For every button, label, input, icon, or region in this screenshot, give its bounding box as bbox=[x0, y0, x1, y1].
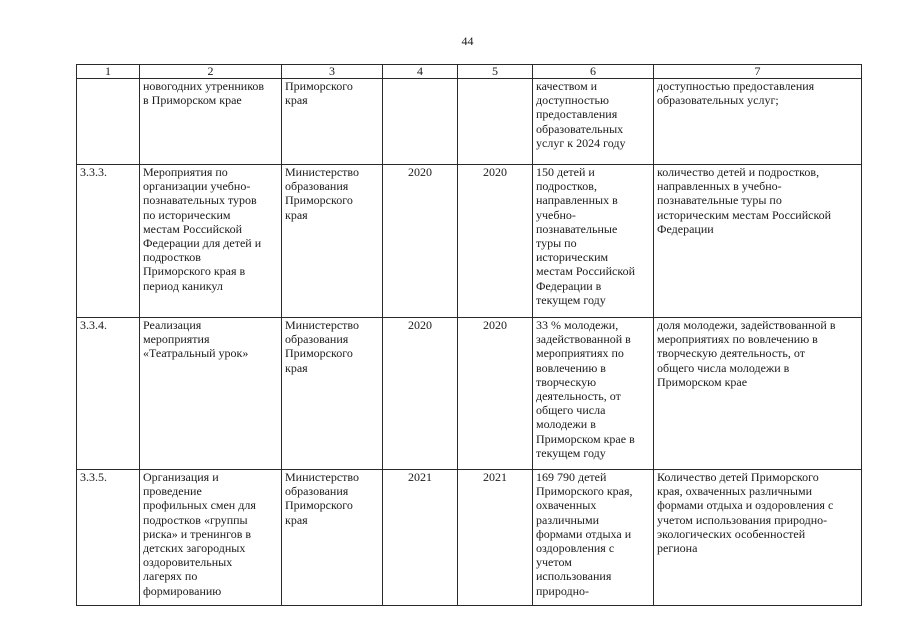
indicator: 150 детей и подростков, направленных в учебно- познавательные туры по историческим местам Российской Федерации в текущем году bbox=[533, 165, 654, 318]
event-name: Мероприятия по организации учебно- познавательных туров по историческим местам Российской Федерации для детей и подростков Приморского края в период каникул bbox=[140, 165, 282, 318]
start-year bbox=[383, 79, 458, 165]
header-col-7: 7 bbox=[654, 65, 862, 79]
header-row bbox=[77, 65, 862, 79]
event-name: Организация и проведение профильных смен для подростков «группы риска» и тренингов в детских загородных оздоровительных лагерях по формированию bbox=[140, 470, 282, 606]
executor: Министерство образования Приморского края bbox=[282, 165, 383, 318]
event-name: Реализация мероприятия «Театральный урок» bbox=[140, 318, 282, 470]
header-col-1: 1 bbox=[77, 65, 140, 79]
row-number: 3.3.5. bbox=[77, 470, 140, 606]
page-number: 44 bbox=[461, 34, 474, 48]
executor: Министерство образования Приморского края bbox=[282, 470, 383, 606]
start-year: 2020 bbox=[383, 165, 458, 318]
end-year: 2020 bbox=[458, 318, 533, 470]
table-row bbox=[77, 318, 862, 470]
table-row bbox=[77, 470, 862, 606]
result: доля молодежи, задействованной в мероприятиях по вовлечению в творческую деятельность, от общего числа молодежи в Приморском крае bbox=[654, 318, 862, 470]
header-col-6: 6 bbox=[533, 65, 654, 79]
row-number: 3.3.4. bbox=[77, 318, 140, 470]
row-number: 3.3.3. bbox=[77, 165, 140, 318]
row-number bbox=[77, 79, 140, 165]
result: количество детей и подростков, направленных в учебно- познавательные туры по историческим местам Российской Федерации bbox=[654, 165, 862, 318]
header-col-4: 4 bbox=[383, 65, 458, 79]
table-row bbox=[77, 165, 862, 318]
executor: Приморского края bbox=[282, 79, 383, 165]
header-col-5: 5 bbox=[458, 65, 533, 79]
indicator: 33 % молодежи, задействованной в мероприятиях по вовлечению в творческую деятельность, от общего числа молодежи в Приморском крае в текущем году bbox=[533, 318, 654, 470]
indicator: качеством и доступностью предоставления образовательных услуг к 2024 году bbox=[533, 79, 654, 165]
plan-table bbox=[76, 64, 862, 606]
end-year bbox=[458, 79, 533, 165]
start-year: 2021 bbox=[383, 470, 458, 606]
end-year: 2020 bbox=[458, 165, 533, 318]
executor: Министерство образования Приморского края bbox=[282, 318, 383, 470]
indicator: 169 790 детей Приморского края, охваченных различными формами отдыха и оздоровления с учетом использования природно- bbox=[533, 470, 654, 606]
header-col-2: 2 bbox=[140, 65, 282, 79]
result: Количество детей Приморского края, охваченных различными формами отдыха и оздоровления с учетом использования природно- экологических особенностей региона bbox=[654, 470, 862, 606]
start-year: 2020 bbox=[383, 318, 458, 470]
table-header bbox=[77, 65, 862, 79]
event-name: новогодних утренников в Приморском крае bbox=[140, 79, 282, 165]
header-col-3: 3 bbox=[282, 65, 383, 79]
table-row bbox=[77, 79, 862, 165]
end-year: 2021 bbox=[458, 470, 533, 606]
result: доступностью предоставления образовательных услуг; bbox=[654, 79, 862, 165]
